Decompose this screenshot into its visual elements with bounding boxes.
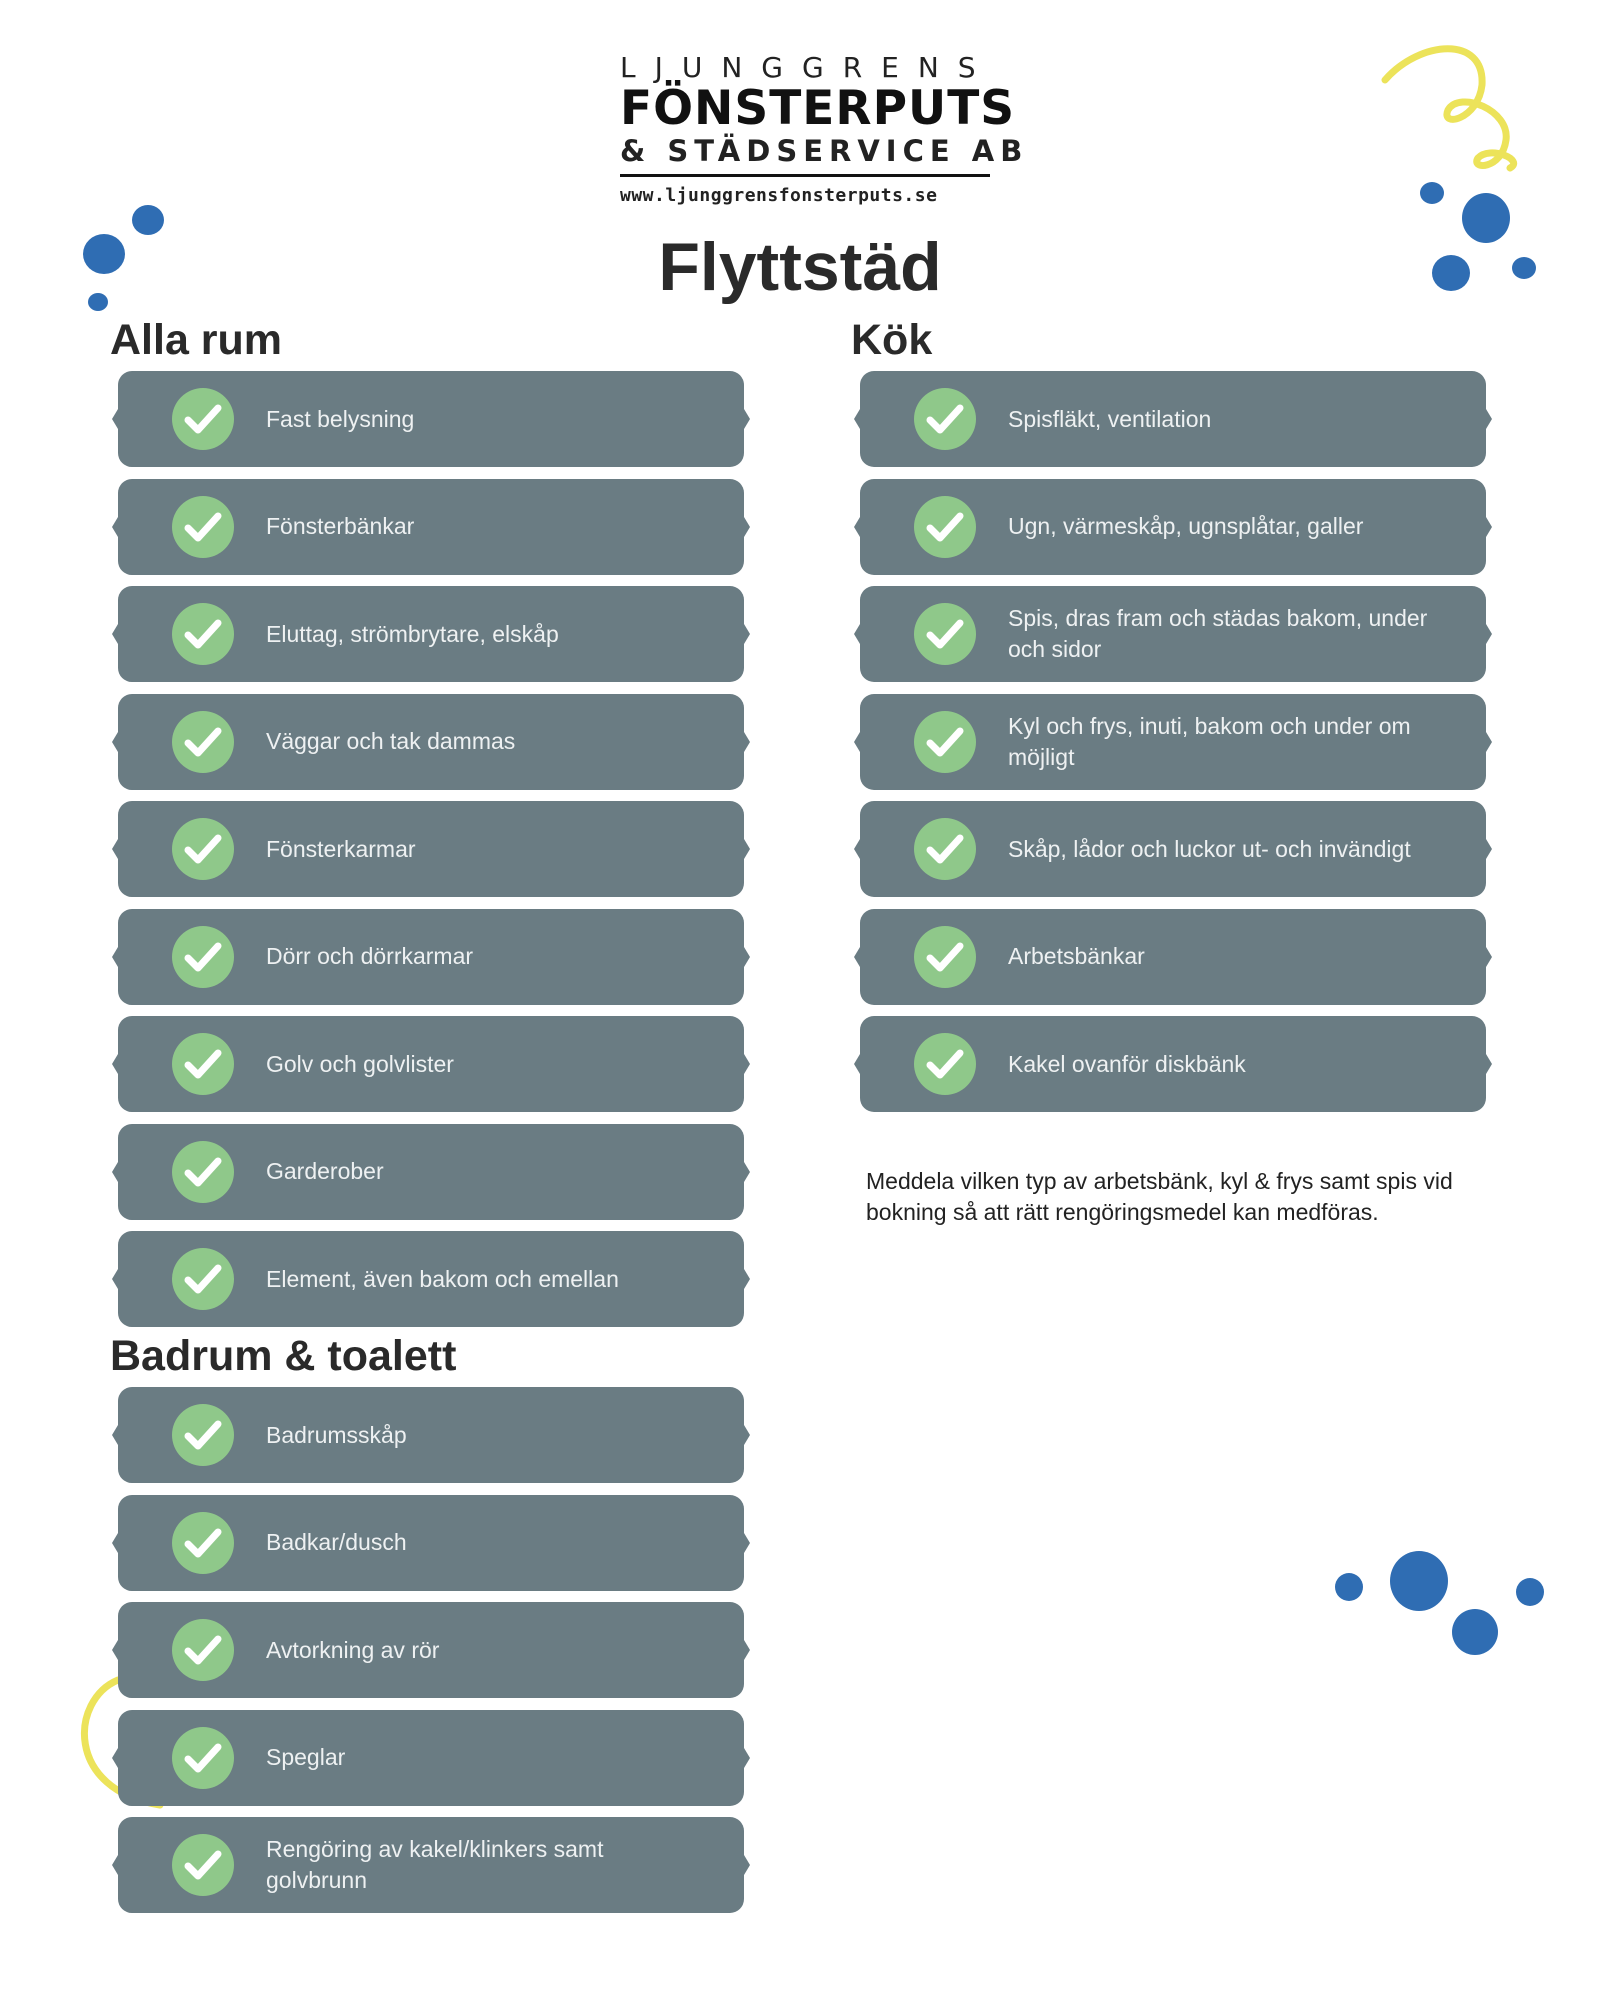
checklist-item-label: Kyl och frys, inuti, bakom och under om möjligt	[1008, 712, 1411, 770]
checklist-item	[860, 586, 1486, 682]
checklist-item	[118, 479, 744, 575]
checklist-item	[860, 801, 1486, 897]
checklist-item	[118, 1231, 744, 1327]
checkmark-icon	[172, 1619, 234, 1681]
section-heading-alla-rum: Alla rum	[110, 316, 283, 364]
checklist-item	[118, 1817, 744, 1913]
checkmark-icon	[914, 603, 976, 665]
checklist-item	[118, 801, 744, 897]
checkmark-icon	[172, 1727, 234, 1789]
section-heading-badrum: Badrum & toalett	[110, 1332, 457, 1380]
blue-dot-decoration	[1335, 1573, 1363, 1601]
checklist-item	[118, 1016, 744, 1112]
checkmark-icon	[914, 496, 976, 558]
checkmark-icon	[172, 926, 234, 988]
checkmark-icon	[172, 1512, 234, 1574]
checklist-item	[118, 694, 744, 790]
checkmark-icon	[172, 1033, 234, 1095]
checkmark-icon	[914, 388, 976, 450]
checkmark-icon	[914, 1033, 976, 1095]
checklist-item-label: Fast belysning	[266, 405, 415, 432]
blue-dot-decoration	[1516, 1578, 1544, 1606]
checklist-item	[118, 1495, 744, 1591]
checklist-item	[118, 1710, 744, 1806]
checkmark-icon	[914, 818, 976, 880]
checklist-item-label: Fönsterbänkar	[266, 513, 415, 539]
checkmark-icon	[172, 603, 234, 665]
checklist-item-label: Speglar	[266, 1744, 346, 1770]
checkmark-icon	[172, 1834, 234, 1896]
checkmark-icon	[172, 1404, 234, 1466]
checklist-item-label: Eluttag, strömbrytare, elskåp	[266, 620, 559, 647]
checklist-item	[860, 909, 1486, 1005]
blue-dot-decoration	[1452, 1609, 1498, 1655]
checklist-item	[118, 1602, 744, 1698]
checklist-item	[118, 1124, 744, 1220]
checkmark-icon	[172, 1141, 234, 1203]
logo-top-text: LJUNGGRENS	[620, 51, 995, 84]
checkmark-icon	[172, 496, 234, 558]
checklist-item	[118, 371, 744, 467]
checklist-item-label: Dörr och dörrkarmar	[266, 943, 474, 969]
checklist-item-label: Rengöring av kakel/klinkers samt golvbrunn	[266, 1836, 604, 1893]
checkmark-icon	[172, 818, 234, 880]
checklist-item	[118, 909, 744, 1005]
checklist-item	[860, 1016, 1486, 1112]
checklist-item-label: Spis, dras fram och städas bakom, under och sidor	[1008, 605, 1428, 662]
checklist-item	[860, 694, 1486, 790]
checklist-item-label: Fönsterkarmar	[266, 835, 416, 862]
checkmark-icon	[172, 388, 234, 450]
checklist-item-label: Garderober	[266, 1158, 384, 1184]
checklist-item-label: Skåp, lådor och luckor ut- och invändigt	[1008, 835, 1411, 862]
checkmark-icon	[914, 926, 976, 988]
checklist-item-label: Kakel ovanför diskbänk	[1008, 1050, 1246, 1077]
checkmark-icon	[172, 711, 234, 773]
blue-dot-decoration	[1390, 1551, 1448, 1611]
checklist-item	[118, 586, 744, 682]
page-title: Flyttstäd	[658, 229, 942, 305]
checklist-item	[118, 1387, 744, 1483]
checklist-item-label: Badkar/dusch	[266, 1529, 407, 1555]
checklist-item-label: Väggar och tak dammas	[266, 728, 516, 754]
checklist-item-label: Spisfläkt, ventilation	[1008, 405, 1212, 432]
checklist-item	[860, 371, 1486, 467]
company-logo	[620, 51, 1029, 206]
checkmark-icon	[914, 711, 976, 773]
checklist-item-label: Element, även bakom och emellan	[266, 1265, 619, 1292]
checkmark-icon	[172, 1248, 234, 1310]
checklist-item-label: Ugn, värmeskåp, ugnsplåtar, galler	[1008, 513, 1364, 539]
website-url: www.ljunggrensfonsterputs.se	[620, 185, 938, 206]
section-heading-kok: Kök	[851, 316, 933, 364]
blue-dot-decoration	[1420, 182, 1444, 204]
logo-main-text: FÖNSTERPUTS	[620, 81, 1016, 136]
checklist-item-label: Badrumsskåp	[266, 1421, 407, 1448]
booking-note: Meddela vilken typ av arbetsbänk, kyl & frys samt spis vid bokning så att rätt rengöringsmedel kan medföras.	[866, 1168, 1453, 1225]
yellow-squiggle-decoration	[1385, 49, 1514, 168]
checklist-item-label: Arbetsbänkar	[1008, 943, 1145, 969]
checklist-item	[860, 479, 1486, 575]
logo-bottom-text: & STÄDSERVICE AB	[620, 134, 990, 177]
checklist-item-label: Avtorkning av rör	[266, 1636, 440, 1663]
checklist-item-label: Golv och golvlister	[266, 1050, 454, 1077]
